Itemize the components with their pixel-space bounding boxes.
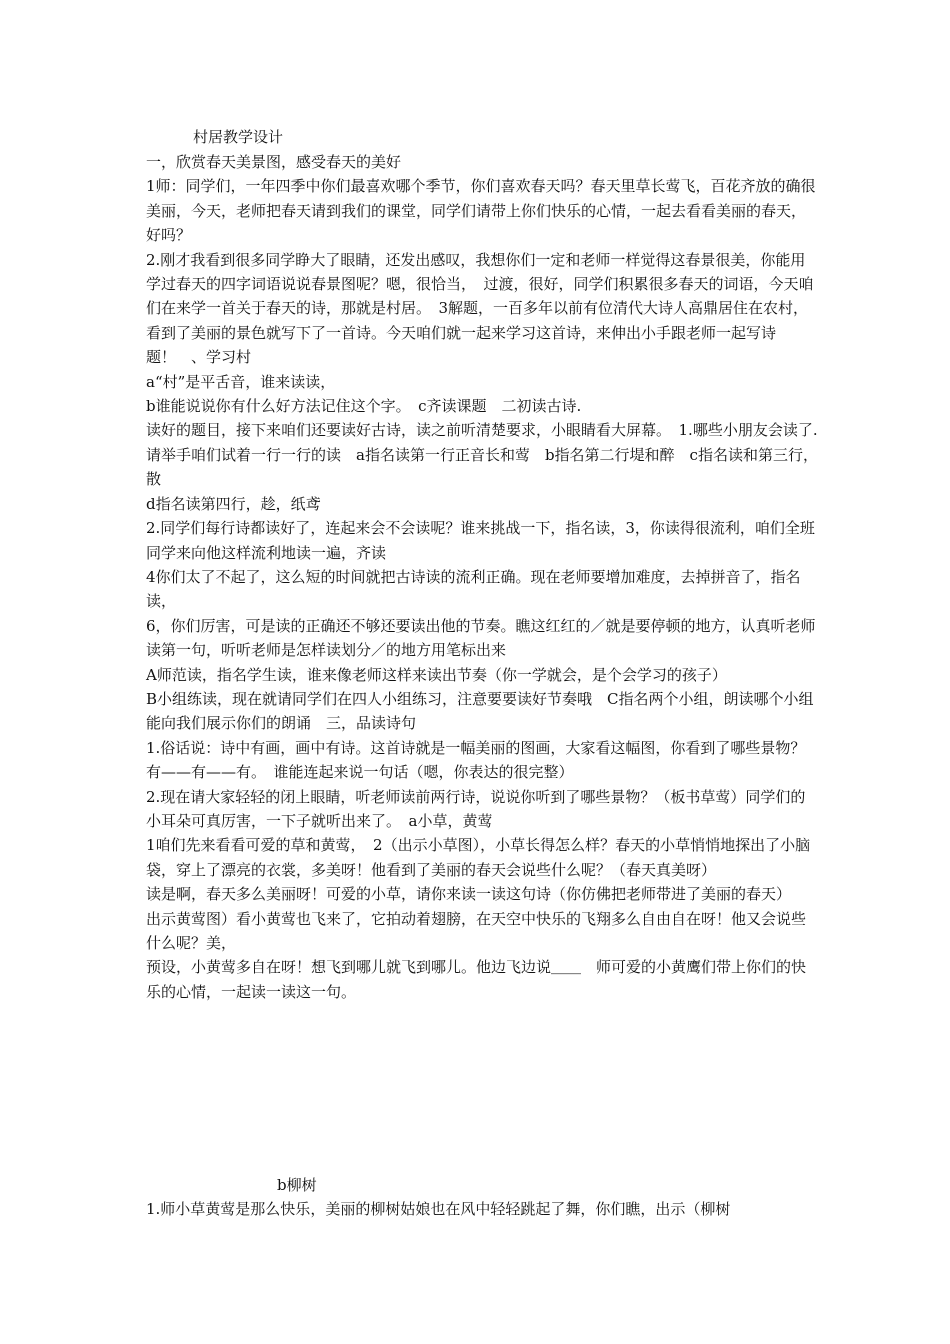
paragraph: 2.刚才我看到很多同学睁大了眼睛，还发出感叹，我想你们一定和老师一样觉得这春景很美，你能用学过春天的四字词语说说春景图呢？嗯，很恰当， 过渡，很好，同学们积累很多春天的词语，今天咱们在来学一首关于春天的诗，那就是村居。 3解题，一百多年以前有位清代大诗人高鼎居住在农村，看到了美丽的景色就写下了一首诗。今天咱们就一起来学习这首诗，来伸出小手跟老师一起写诗题！ 、学习村 (146, 250, 814, 367)
paragraph: B小组练读，现在就请同学们在四人小组练习，注意要要读好节奏哦 C指名两个小组，朗读哪个小组能向我们展示你们的朗诵 三，品读诗句 (146, 689, 814, 733)
paragraph: d指名读第四行，趁，纸鸢 (146, 494, 321, 513)
document-body (146, 150, 818, 1004)
paragraph: 1咱们先来看看可爱的草和黄莺， 2（出示小草图），小草长得怎么样？春天的小草悄悄地探出了小脑袋，穿上了漂亮的衣裳，多美呀！他看到了美丽的春天会说些什么呢？（春天真美呀） (146, 836, 811, 879)
paragraph: A师范读，指名学生读，谁来像老师这样来读出节奏（你一学就会，是个会学习的孩子） (146, 665, 727, 684)
paragraph: 4你们太了不起了，这么短的时间就把古诗读的流利正确。现在老师要增加难度，去掉拼音了，指名读， (146, 567, 801, 611)
paragraph: 预设，小黄莺多自在呀！想飞到哪儿就飞到哪儿。他边飞边说＿＿ 师可爱的小黄鹰们带上你们的快乐的心情，一起读一读这一句。 (146, 958, 807, 1001)
paragraph: 1.俗话说：诗中有画，画中有诗。这首诗就是一幅美丽的图画，大家看这幅图，你看到了哪些景物？有——有——有。 谁能连起来说一句话（嗯，你表达的很完整） (146, 738, 806, 782)
document-title: 村居教学设计 (193, 128, 284, 146)
paragraph: 一，欣赏春天美景图，感受春天的美好 (146, 153, 402, 171)
paragraph: 2.同学们每行诗都读好了，连起来会不会读呢？谁来挑战一下，指名读，3，你读得很流利，咱们全班同学来向他这样流利地读一遍，齐读 (146, 519, 815, 562)
section-heading: b柳树 (277, 1176, 317, 1194)
paragraph: a“村”是平舌音，谁来读读， (146, 372, 336, 391)
paragraph: b谁能说说你有什么好方法记住这个字。 c齐读课题 二初读古诗. (146, 397, 582, 416)
paragraph: 出示黄莺图）看小黄莺也飞来了，它拍动着翅膀，在天空中快乐的飞翔多么自由自在呀！他又会说些什么呢？美， (146, 909, 807, 952)
paragraph: 6，你们厉害，可是读的正确还不够还要读出他的节奏。瞧这红红的／就是要停顿的地方，认真听老师读第一句，听听老师是怎样读划分／的地方用笔标出来 (146, 616, 816, 660)
paragraph: 1.师小草黄莺是那么快乐，美丽的柳树姑娘也在风中轻轻跳起了舞，你们瞧，出示（柳树 (146, 1200, 731, 1218)
paragraph: 2.现在请大家轻轻的闭上眼睛，听老师读前两行诗，说说你听到了哪些景物？（板书草莺）同学们的小耳朵可真厉害，一下子就听出来了。 a小草，黄莺 (146, 787, 806, 830)
paragraph: 1师：同学们，一年四季中你们最喜欢哪个季节，你们喜欢春天吗？春天里草长莺飞，百花齐放的确很美丽，今天，老师把春天请到我们的课堂，同学们请带上你们快乐的心情，一起去看看美丽的春天，好吗？ (146, 177, 816, 245)
paragraph: 读好的题目，接下来咱们还要读好古诗，读之前听清楚要求，小眼睛看大屏幕。 1.哪些小朋友会读了.请举手咱们试着一行一行的读 a指名读第一行正音长和莺 b指名第二行堤和醉 c指名读和第三行，散 (146, 421, 818, 489)
paragraph: 读是啊，春天多么美丽呀！可爱的小草，请你来读一读这句诗（你仿佛把老师带进了美丽的春天） (146, 885, 792, 904)
